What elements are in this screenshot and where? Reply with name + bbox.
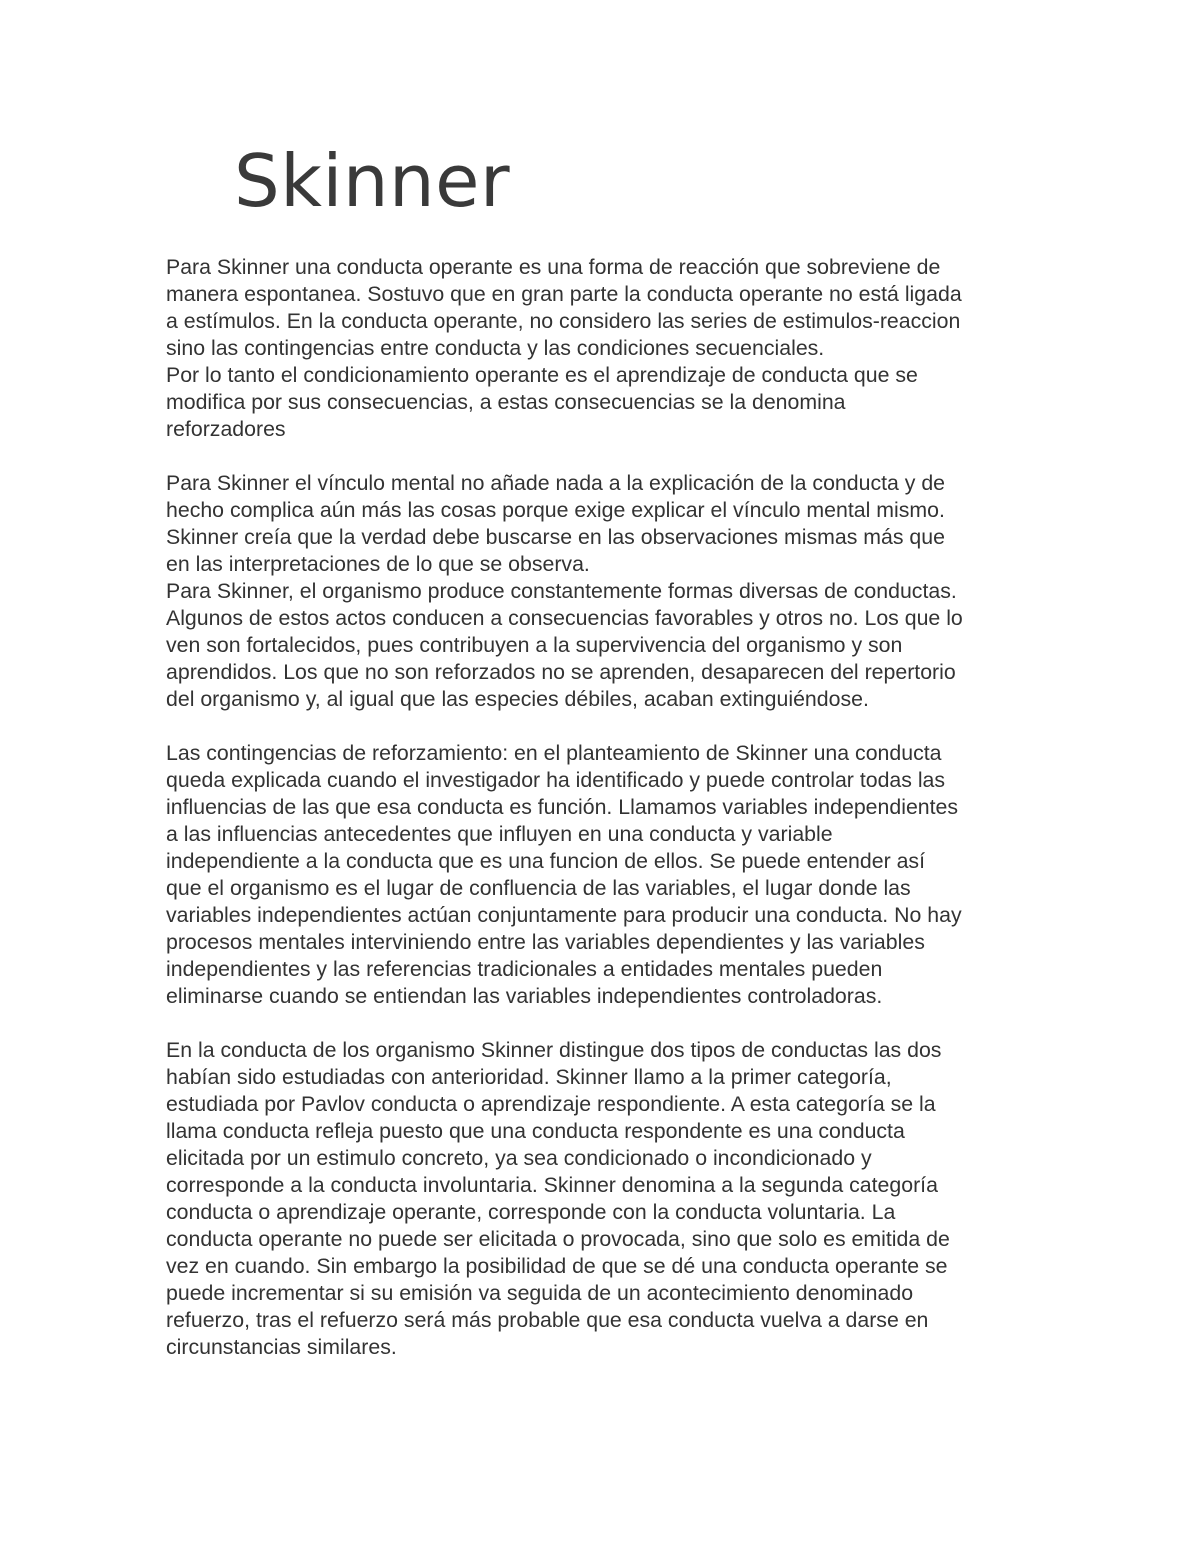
text-line: que el organismo es el lugar de confluencia de las variables, el lugar donde las: [166, 876, 911, 900]
text-line: Para Skinner una conducta operante es una forma de reacción que sobreviene de: [166, 255, 941, 279]
text-line: En la conducta de los organismo Skinner distingue dos tipos de conductas las dos: [166, 1038, 942, 1062]
paragraph-gap: [166, 443, 1066, 470]
document-body: [166, 254, 1066, 1361]
text-line: variables independientes actúan conjuntamente para producir una conducta. No hay: [166, 903, 962, 927]
text-line: elicitada por un estimulo concreto, ya sea condicionado o incondicionado y: [166, 1146, 872, 1170]
text-line: vez en cuando. Sin embargo la posibilidad de que se dé una conducta operante se: [166, 1254, 948, 1278]
text-line: puede incrementar si su emisión va seguida de un acontecimiento denominado: [166, 1281, 914, 1305]
text-line: procesos mentales interviniendo entre las variables dependientes y las variables: [166, 930, 925, 954]
text-line: circunstancias similares.: [166, 1335, 397, 1359]
text-line: Por lo tanto el condicionamiento operante es el aprendizaje de conducta que se: [166, 363, 918, 387]
text-line: refuerzo, tras el refuerzo será más probable que esa conducta vuelva a darse en: [166, 1308, 929, 1332]
text-line: hecho complica aún más las cosas porque exige explicar el vínculo mental mismo.: [166, 498, 945, 522]
text-line: a las influencias antecedentes que influyen en una conducta y variable: [166, 822, 833, 846]
text-line: habían sido estudiadas con anterioridad. Skinner llamo a la primer categoría,: [166, 1065, 892, 1089]
text-line: del organismo y, al igual que las especies débiles, acaban extinguiéndose.: [166, 687, 869, 711]
text-line: en las interpretaciones de lo que se observa.: [166, 552, 590, 576]
paragraph-2: [166, 470, 1066, 713]
text-line: influencias de las que esa conducta es función. Llamamos variables independientes: [166, 795, 959, 819]
text-line: independiente a la conducta que es una funcion de ellos. Se puede entender así: [166, 849, 925, 873]
paragraph-4: [166, 1037, 1066, 1361]
text-line: Para Skinner el vínculo mental no añade nada a la explicación de la conducta y de: [166, 471, 946, 495]
text-line: sino las contingencias entre conducta y las condiciones secuenciales.: [166, 336, 825, 360]
text-line: conducta o aprendizaje operante, corresponde con la conducta voluntaria. La: [166, 1200, 896, 1224]
text-line: independientes y las referencias tradicionales a entidades mentales pueden: [166, 957, 883, 981]
text-line: manera espontanea. Sostuvo que en gran parte la conducta operante no está ligada: [166, 282, 962, 306]
paragraph-3: [166, 740, 1066, 1010]
text-line: conducta operante no puede ser elicitada o provocada, sino que solo es emitida de: [166, 1227, 950, 1251]
text-line: Las contingencias de reforzamiento: en el planteamiento de Skinner una conducta: [166, 741, 942, 765]
paragraph-1: [166, 254, 1066, 443]
document-title: Skinner: [234, 139, 511, 223]
text-line: ven son fortalecidos, pues contribuyen a la supervivencia del organismo y son: [166, 633, 903, 657]
text-line: eliminarse cuando se entiendan las variables independientes controladoras.: [166, 984, 883, 1008]
paragraph-gap: [166, 713, 1066, 740]
text-line: corresponde a la conducta involuntaria. Skinner denomina a la segunda categoría: [166, 1173, 938, 1197]
text-line: reforzadores: [166, 417, 286, 441]
paragraph-gap: [166, 1010, 1066, 1037]
text-line: aprendidos. Los que no son reforzados no se aprenden, desaparecen del repertorio: [166, 660, 956, 684]
text-line: a estímulos. En la conducta operante, no considero las series de estimulos-reaccion: [166, 309, 961, 333]
text-line: queda explicada cuando el investigador ha identificado y puede controlar todas las: [166, 768, 946, 792]
text-line: Para Skinner, el organismo produce constantemente formas diversas de conductas.: [166, 579, 957, 603]
text-line: Algunos de estos actos conducen a consecuencias favorables y otros no. Los que lo: [166, 606, 963, 630]
text-line: Skinner creía que la verdad debe buscarse en las observaciones mismas más que: [166, 525, 945, 549]
text-line: modifica por sus consecuencias, a estas consecuencias se la denomina: [166, 390, 846, 414]
text-line: llama conducta refleja puesto que una conducta respondente es una conducta: [166, 1119, 905, 1143]
text-line: estudiada por Pavlov conducta o aprendizaje respondiente. A esta categoría se la: [166, 1092, 936, 1116]
